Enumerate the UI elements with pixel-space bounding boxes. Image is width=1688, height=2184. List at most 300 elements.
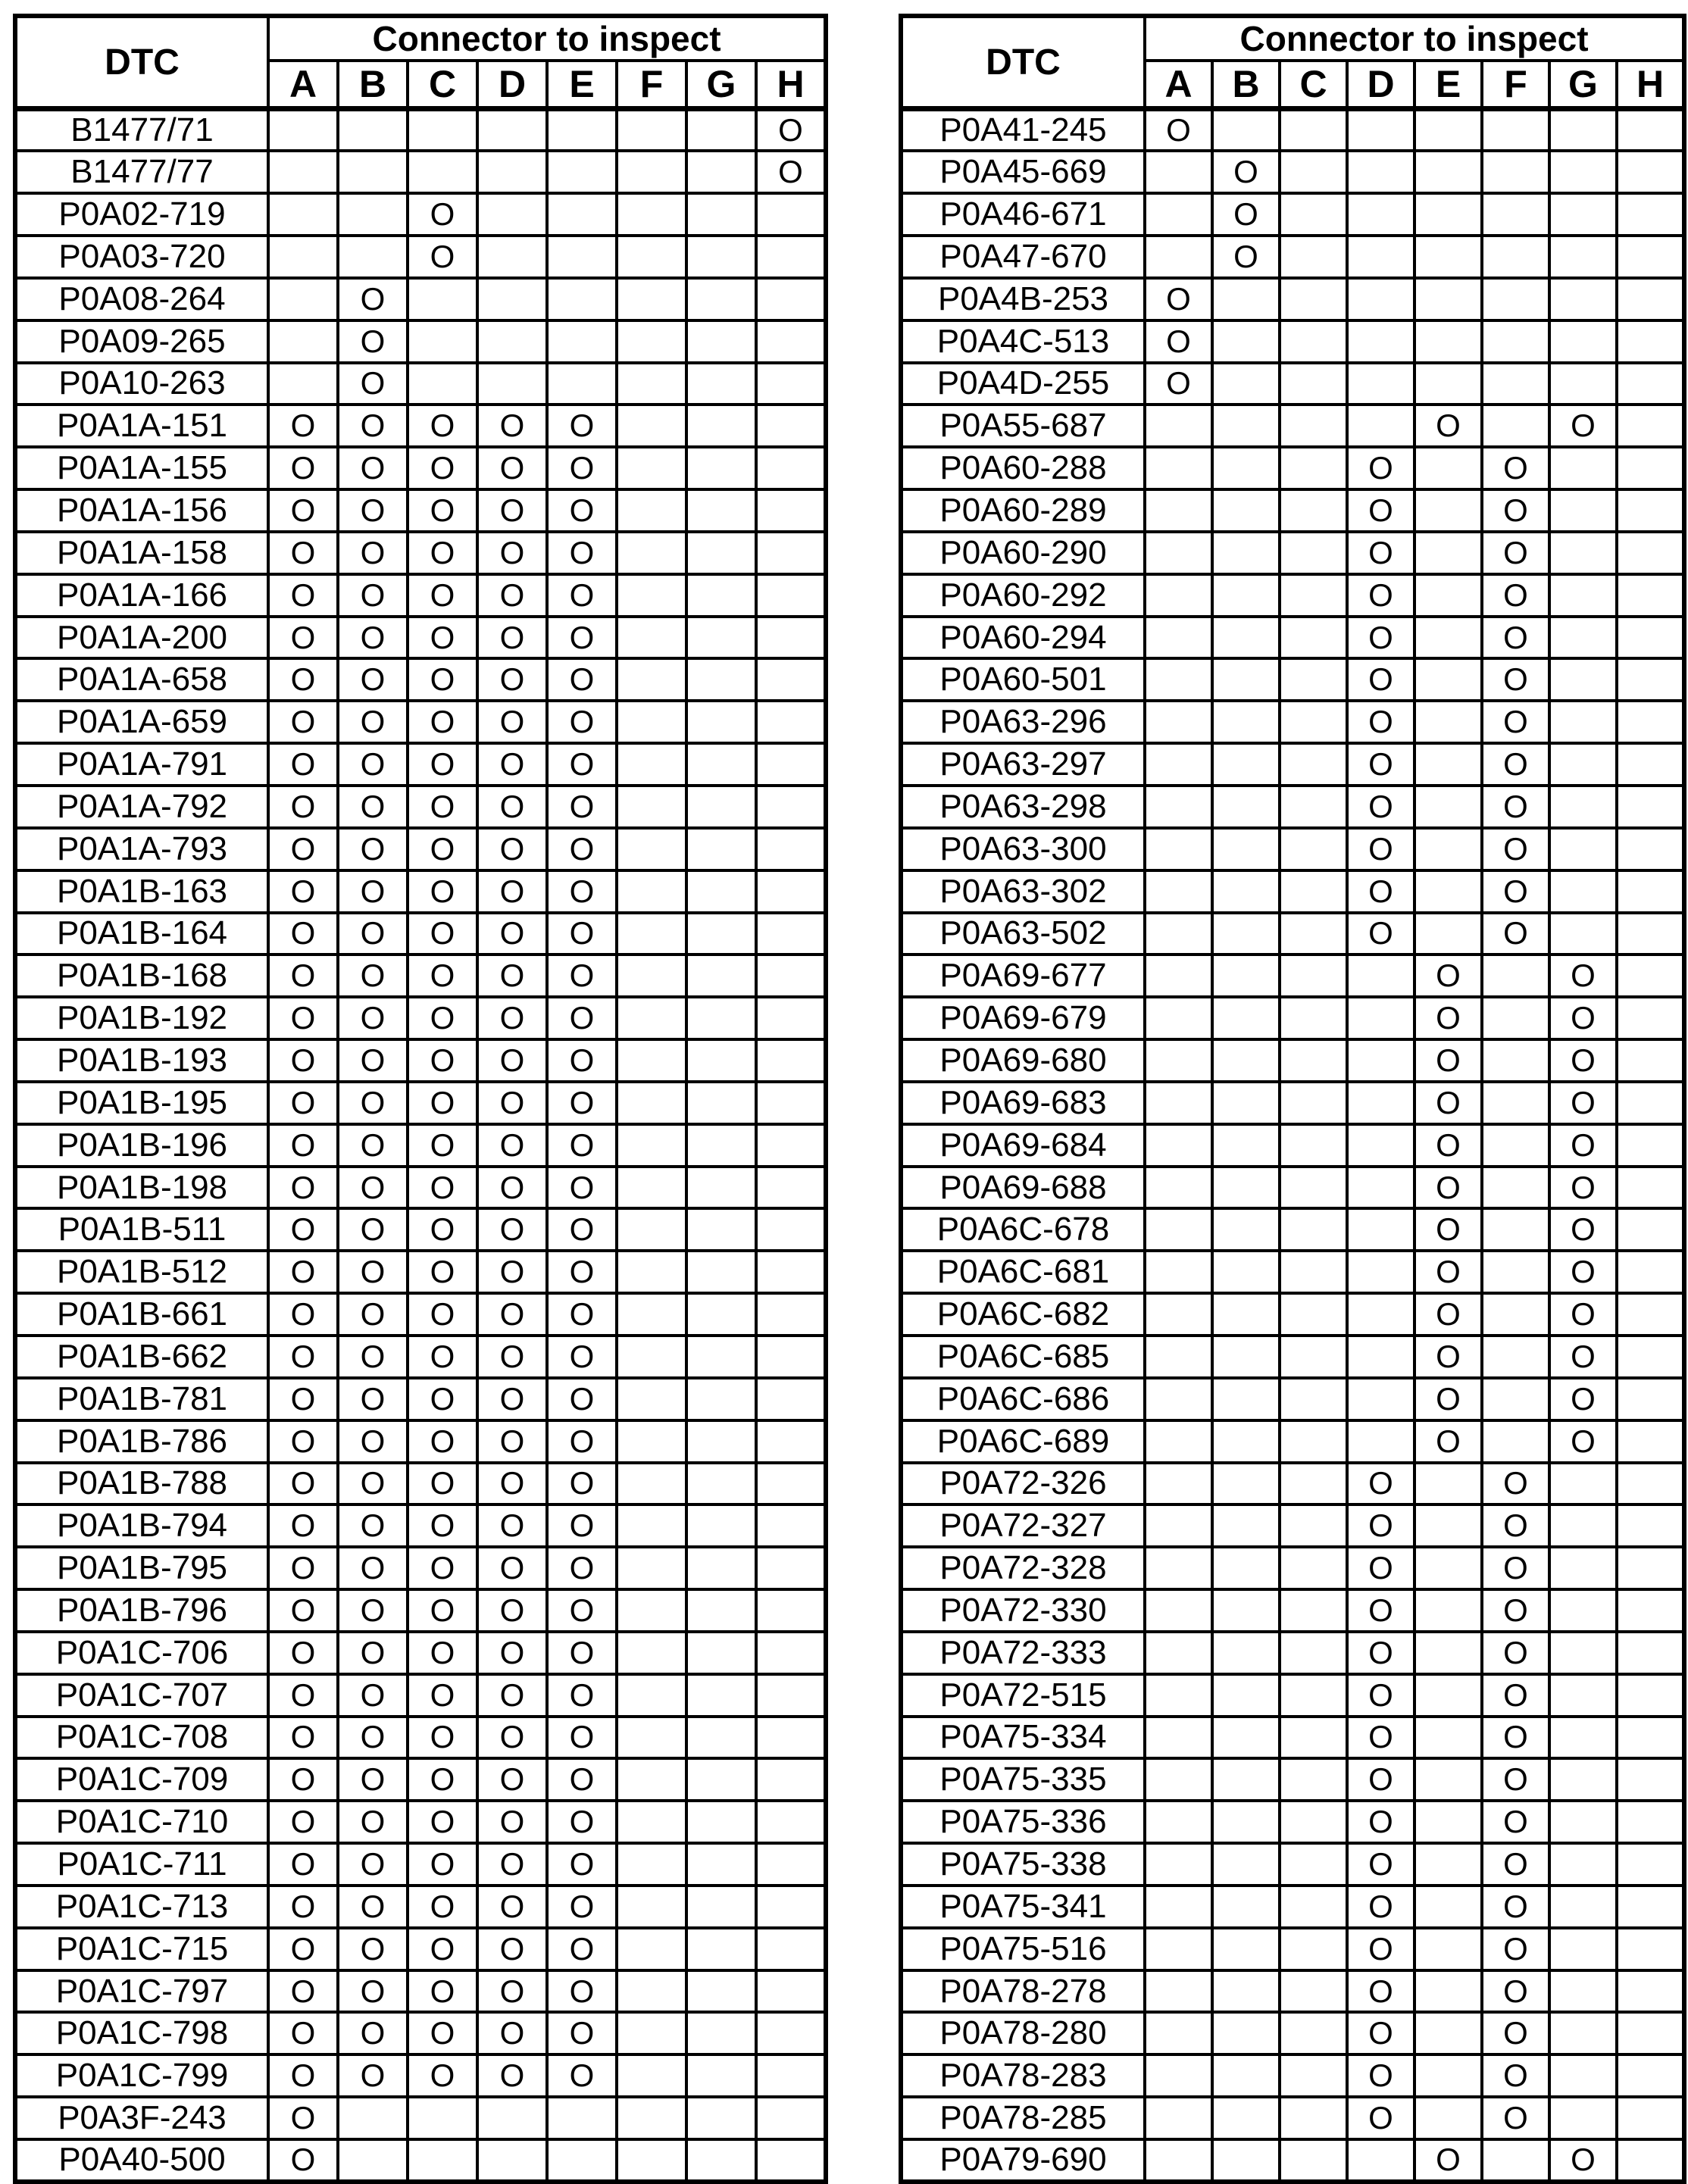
connector-cell-D <box>1347 1082 1414 1124</box>
connector-cell-F: O <box>1482 1504 1549 1547</box>
connector-cell-E: O <box>1414 1420 1482 1463</box>
connector-cell-F <box>1482 193 1549 236</box>
connector-cell-F <box>1482 1124 1549 1167</box>
connector-cell-E: O <box>547 701 617 743</box>
connector-cell-A: O <box>268 1801 338 1843</box>
connector-cell-F: O <box>1482 1674 1549 1717</box>
connector-cell-H <box>756 701 826 743</box>
connector-cell-E <box>1414 1504 1482 1547</box>
connector-cell-G <box>686 701 756 743</box>
connector-cell-B: O <box>338 1674 408 1717</box>
dtc-cell: P0A1C-713 <box>15 1886 268 1928</box>
connector-cell-G <box>686 1251 756 1293</box>
connector-cell-G <box>1549 2097 1617 2139</box>
connector-cell-H <box>756 2054 826 2097</box>
connector-cell-B: O <box>338 955 408 997</box>
connector-cell-B <box>1212 1336 1280 1378</box>
dtc-cell: P0A45-669 <box>901 151 1145 193</box>
connector-cell-A <box>1145 658 1212 701</box>
connector-cell-G <box>686 1717 756 1759</box>
connector-cell-G <box>1549 574 1617 617</box>
connector-cell-F: O <box>1482 1632 1549 1674</box>
connector-cell-C: O <box>408 997 477 1039</box>
connector-cell-F <box>617 1589 686 1632</box>
connector-cell-C: O <box>408 574 477 617</box>
connector-cell-A <box>1145 743 1212 786</box>
connector-cell-B: O <box>338 1336 408 1378</box>
connector-cell-D: O <box>477 1463 547 1505</box>
connector-cell-E <box>1414 574 1482 617</box>
table-row <box>901 363 1684 405</box>
connector-cell-G <box>1549 1674 1617 1717</box>
dtc-cell: P0A6C-689 <box>901 1420 1145 1463</box>
connector-cell-B <box>1212 1504 1280 1547</box>
connector-cell-D: O <box>477 1208 547 1251</box>
connector-cell-E <box>1414 109 1482 152</box>
connector-cell-B <box>1212 658 1280 701</box>
connector-cell-A <box>1145 2097 1212 2139</box>
table-row <box>901 913 1684 955</box>
connector-cell-F <box>617 1632 686 1674</box>
dtc-cell: P0A1B-193 <box>15 1039 268 1082</box>
connector-cell-B: O <box>338 870 408 913</box>
column-header-B: B <box>338 61 408 109</box>
connector-cell-D: O <box>477 913 547 955</box>
connector-cell-F <box>617 1293 686 1336</box>
connector-cell-C: O <box>408 1039 477 1082</box>
connector-cell-H <box>1617 658 1684 701</box>
connector-cell-F <box>617 1758 686 1801</box>
connector-cell-A <box>1145 1886 1212 1928</box>
table-row <box>15 701 826 743</box>
connector-cell-F: O <box>1482 913 1549 955</box>
connector-cell-F: O <box>1482 617 1549 659</box>
connector-cell-C <box>408 2097 477 2139</box>
table-row <box>15 997 826 1039</box>
connector-cell-A: O <box>268 1717 338 1759</box>
connector-cell-E <box>1414 2012 1482 2054</box>
connector-cell-H <box>1617 955 1684 997</box>
connector-cell-B <box>1212 1547 1280 1589</box>
connector-cell-F <box>617 997 686 1039</box>
connector-cell-B: O <box>338 617 408 659</box>
connector-cell-G <box>686 1589 756 1632</box>
dtc-cell: P0A1B-661 <box>15 1293 268 1336</box>
connector-cell-E: O <box>547 828 617 870</box>
connector-cell-G: O <box>1549 1420 1617 1463</box>
table-row <box>901 2054 1684 2097</box>
connector-cell-F: O <box>1482 1886 1549 1928</box>
dtc-cell: P0A02-719 <box>15 193 268 236</box>
connector-cell-F <box>617 1547 686 1589</box>
connector-cell-A: O <box>268 828 338 870</box>
dtc-cell: P0A1C-797 <box>15 1970 268 2013</box>
connector-cell-A <box>1145 236 1212 278</box>
connector-cell-A: O <box>268 997 338 1039</box>
connector-cell-C: O <box>408 1886 477 1928</box>
connector-cell-F <box>1482 997 1549 1039</box>
connector-cell-C <box>1280 193 1347 236</box>
connector-cell-H <box>1617 1970 1684 2013</box>
connector-cell-H <box>756 1420 826 1463</box>
connector-cell-A: O <box>268 1589 338 1632</box>
connector-cell-D <box>477 278 547 320</box>
connector-cell-E: O <box>1414 1124 1482 1167</box>
connector-cell-E <box>1414 320 1482 363</box>
column-header-D: D <box>477 61 547 109</box>
table-row <box>15 320 826 363</box>
connector-cell-H <box>1617 1293 1684 1336</box>
connector-cell-C <box>1280 1717 1347 1759</box>
table-row <box>901 955 1684 997</box>
dtc-cell: P0A60-290 <box>901 532 1145 574</box>
connector-cell-F <box>617 2012 686 2054</box>
connector-cell-A <box>1145 405 1212 447</box>
connector-cell-G <box>686 1082 756 1124</box>
connector-cell-G <box>686 1039 756 1082</box>
connector-cell-C: O <box>408 1167 477 1209</box>
connector-cell-H <box>756 1547 826 1589</box>
connector-cell-C <box>1280 1082 1347 1124</box>
connector-cell-G <box>686 109 756 152</box>
dtc-cell: P0A78-278 <box>901 1970 1145 2013</box>
connector-cell-H <box>756 1378 826 1420</box>
dtc-cell: P0A1B-512 <box>15 1251 268 1293</box>
connector-cell-E: O <box>547 1504 617 1547</box>
connector-cell-B: O <box>338 1801 408 1843</box>
connector-cell-A <box>1145 1082 1212 1124</box>
connector-cell-F <box>617 1082 686 1124</box>
connector-cell-E <box>1414 193 1482 236</box>
table-row <box>901 1547 1684 1589</box>
connector-cell-C: O <box>408 1801 477 1843</box>
connector-cell-B: O <box>1212 236 1280 278</box>
connector-cell-A <box>1145 193 1212 236</box>
connector-cell-H <box>1617 1717 1684 1759</box>
connector-cell-E: O <box>547 447 617 489</box>
connector-cell-B <box>1212 109 1280 152</box>
connector-cell-C: O <box>408 193 477 236</box>
connector-cell-D <box>477 109 547 152</box>
connector-cell-C: O <box>408 1293 477 1336</box>
connector-cell-D: O <box>477 1928 547 1970</box>
connector-cell-C <box>1280 828 1347 870</box>
table-row <box>901 193 1684 236</box>
connector-cell-F <box>1482 1336 1549 1378</box>
connector-cell-E <box>1414 236 1482 278</box>
connector-cell-G <box>686 532 756 574</box>
dtc-cell: P0A1A-156 <box>15 489 268 532</box>
connector-cell-E: O <box>1414 1378 1482 1420</box>
connector-cell-C <box>1280 2139 1347 2182</box>
dtc-cell: P0A1A-791 <box>15 743 268 786</box>
connector-cell-D: O <box>1347 701 1414 743</box>
table-row <box>15 1167 826 1209</box>
connector-cell-F <box>617 1674 686 1717</box>
connector-cell-D <box>477 363 547 405</box>
connector-cell-F: O <box>1482 532 1549 574</box>
table-row <box>15 913 826 955</box>
connector-cell-A: O <box>268 1504 338 1547</box>
dtc-cell: P0A60-294 <box>901 617 1145 659</box>
connector-cell-E: O <box>547 1420 617 1463</box>
connector-cell-F <box>617 1251 686 1293</box>
connector-cell-G: O <box>1549 1124 1617 1167</box>
dtc-cell: P0A10-263 <box>15 363 268 405</box>
connector-cell-C <box>1280 1589 1347 1632</box>
connector-cell-G <box>686 320 756 363</box>
connector-cell-B <box>1212 913 1280 955</box>
connector-cell-H <box>756 193 826 236</box>
dtc-cell: P0A69-677 <box>901 955 1145 997</box>
connector-cell-F <box>617 1801 686 1843</box>
connector-cell-E <box>1414 1717 1482 1759</box>
column-header-G: G <box>1549 61 1617 109</box>
dtc-cell: P0A1B-163 <box>15 870 268 913</box>
dtc-cell: P0A75-336 <box>901 1801 1145 1843</box>
connector-cell-F: O <box>1482 743 1549 786</box>
connector-cell-H <box>1617 109 1684 152</box>
connector-cell-B <box>1212 1378 1280 1420</box>
connector-cell-D: O <box>1347 1589 1414 1632</box>
connector-cell-G <box>1549 1547 1617 1589</box>
connector-cell-G <box>686 870 756 913</box>
dtc-cell: P0A1C-798 <box>15 2012 268 2054</box>
connector-cell-D <box>1347 1208 1414 1251</box>
table-row <box>15 1463 826 1505</box>
dtc-cell: P0A1B-198 <box>15 1167 268 1209</box>
table-row <box>901 405 1684 447</box>
connector-cell-G <box>686 786 756 828</box>
dtc-cell: P0A41-245 <box>901 109 1145 152</box>
connector-cell-E: O <box>547 1674 617 1717</box>
connector-cell-G: O <box>1549 997 1617 1039</box>
connector-cell-B <box>1212 1589 1280 1632</box>
connector-cell-E <box>547 363 617 405</box>
connector-cell-C <box>1280 1208 1347 1251</box>
connector-cell-B <box>1212 1801 1280 1843</box>
connector-cell-F <box>1482 1082 1549 1124</box>
connector-cell-F: O <box>1482 574 1549 617</box>
connector-cell-A: O <box>268 1632 338 1674</box>
connector-cell-E <box>1414 278 1482 320</box>
connector-cell-C: O <box>408 489 477 532</box>
connector-cell-B <box>1212 278 1280 320</box>
table-row <box>901 1886 1684 1928</box>
connector-cell-F: O <box>1482 870 1549 913</box>
connector-cell-H <box>1617 1674 1684 1717</box>
connector-cell-B <box>1212 828 1280 870</box>
connector-cell-D: O <box>1347 1504 1414 1547</box>
connector-cell-H <box>1617 743 1684 786</box>
connector-cell-F <box>617 1970 686 2013</box>
connector-cell-A: O <box>268 1336 338 1378</box>
dtc-cell: P0A60-288 <box>901 447 1145 489</box>
connector-cell-C <box>1280 489 1347 532</box>
connector-cell-G <box>686 1547 756 1589</box>
connector-cell-F <box>617 532 686 574</box>
table-row <box>901 1504 1684 1547</box>
connector-cell-B: O <box>338 701 408 743</box>
connector-cell-F <box>617 1208 686 1251</box>
connector-cell-H <box>1617 2054 1684 2097</box>
dtc-cell: P0A72-328 <box>901 1547 1145 1589</box>
dtc-cell: P0A1B-196 <box>15 1124 268 1167</box>
dtc-cell: P0A78-285 <box>901 2097 1145 2139</box>
connector-cell-A <box>1145 1717 1212 1759</box>
connector-cell-H <box>756 1717 826 1759</box>
connector-cell-G: O <box>1549 1167 1617 1209</box>
connector-cell-F: O <box>1482 1463 1549 1505</box>
connector-cell-E: O <box>1414 1293 1482 1336</box>
connector-cell-A <box>1145 1843 1212 1886</box>
connector-cell-C <box>1280 320 1347 363</box>
connector-cell-B <box>338 151 408 193</box>
connector-cell-H <box>1617 447 1684 489</box>
connector-cell-D <box>1347 1251 1414 1293</box>
connector-cell-D: O <box>477 786 547 828</box>
dtc-cell: P0A1B-788 <box>15 1463 268 1505</box>
table-row <box>901 617 1684 659</box>
connector-cell-F <box>617 320 686 363</box>
connector-cell-A: O <box>268 1674 338 1717</box>
connector-cell-B <box>338 2097 408 2139</box>
connector-cell-D: O <box>477 1167 547 1209</box>
connector-cell-D <box>477 236 547 278</box>
connector-cell-C: O <box>408 743 477 786</box>
connector-cell-B <box>338 109 408 152</box>
connector-cell-B <box>1212 743 1280 786</box>
dtc-cell: P0A60-292 <box>901 574 1145 617</box>
connector-cell-E <box>1414 1970 1482 2013</box>
connector-cell-F <box>617 1928 686 1970</box>
connector-cell-D: O <box>477 828 547 870</box>
connector-cell-D <box>1347 236 1414 278</box>
connector-cell-B: O <box>338 1039 408 1082</box>
connector-cell-E <box>547 2097 617 2139</box>
connector-cell-D: O <box>477 870 547 913</box>
dtc-cell: P0A1B-662 <box>15 1336 268 1378</box>
connector-cell-F <box>1482 109 1549 152</box>
dtc-table-right-body <box>901 109 1684 2182</box>
connector-cell-C: O <box>408 658 477 701</box>
connector-cell-F <box>617 870 686 913</box>
connector-cell-G <box>1549 278 1617 320</box>
connector-cell-G <box>686 1632 756 1674</box>
connector-cell-B <box>1212 1717 1280 1759</box>
connector-cell-A: O <box>268 701 338 743</box>
connector-cell-B <box>1212 1843 1280 1886</box>
dtc-cell: P0A4C-513 <box>901 320 1145 363</box>
connector-cell-G <box>1549 1632 1617 1674</box>
connector-cell-B: O <box>338 363 408 405</box>
connector-cell-G <box>686 2139 756 2182</box>
connector-cell-G <box>686 2097 756 2139</box>
connector-cell-B: O <box>338 447 408 489</box>
dtc-cell: P0A75-335 <box>901 1758 1145 1801</box>
connector-cell-H <box>1617 1124 1684 1167</box>
connector-cell-A <box>268 151 338 193</box>
connector-cell-H <box>756 2012 826 2054</box>
connector-cell-H <box>1617 701 1684 743</box>
connector-cell-D: O <box>477 1504 547 1547</box>
connector-cell-E: O <box>547 1589 617 1632</box>
table-row <box>901 1039 1684 1082</box>
table-row <box>901 1801 1684 1843</box>
connector-cell-D: O <box>477 1124 547 1167</box>
header-row-top <box>901 16 1684 61</box>
connector-cell-A: O <box>268 1843 338 1886</box>
connector-cell-D <box>477 193 547 236</box>
connector-cell-A <box>1145 1167 1212 1209</box>
connector-cell-F: O <box>1482 1801 1549 1843</box>
connector-cell-E <box>547 320 617 363</box>
table-row <box>15 1843 826 1886</box>
connector-cell-D <box>1347 1167 1414 1209</box>
connector-cell-C: O <box>408 1378 477 1420</box>
dtc-column-header: DTC <box>901 16 1145 109</box>
connector-cell-H <box>1617 1336 1684 1378</box>
connector-cell-E: O <box>547 786 617 828</box>
connector-cell-H <box>756 2097 826 2139</box>
connector-cell-C <box>1280 2097 1347 2139</box>
connector-cell-C: O <box>408 955 477 997</box>
connector-cell-H <box>756 278 826 320</box>
column-header-B: B <box>1212 61 1280 109</box>
connector-cell-H <box>1617 997 1684 1039</box>
connector-cell-E <box>1414 2054 1482 2097</box>
connector-cell-H <box>1617 870 1684 913</box>
connector-cell-A: O <box>1145 320 1212 363</box>
table-row <box>15 151 826 193</box>
connector-cell-G <box>686 997 756 1039</box>
connector-cell-G <box>686 1124 756 1167</box>
connector-cell-F <box>1482 1378 1549 1420</box>
connector-cell-D: O <box>1347 1674 1414 1717</box>
table-row <box>15 1082 826 1124</box>
dtc-cell: P0A1B-168 <box>15 955 268 997</box>
connector-cell-G <box>686 1167 756 1209</box>
connector-cell-H <box>1617 2012 1684 2054</box>
connector-cell-H <box>756 786 826 828</box>
dtc-cell: P0A6C-678 <box>901 1208 1145 1251</box>
connector-cell-A: O <box>268 617 338 659</box>
connector-cell-G <box>686 828 756 870</box>
connector-cell-G: O <box>1549 1251 1617 1293</box>
table-row <box>901 320 1684 363</box>
connector-cell-A: O <box>268 405 338 447</box>
connector-cell-A <box>1145 1970 1212 2013</box>
connector-cell-H <box>756 1928 826 1970</box>
dtc-cell: P0A1C-799 <box>15 2054 268 2097</box>
connector-cell-G <box>686 1674 756 1717</box>
table-row <box>901 701 1684 743</box>
connector-cell-B: O <box>338 489 408 532</box>
connector-cell-C <box>1280 1420 1347 1463</box>
connector-cell-G <box>1549 1886 1617 1928</box>
connector-cell-C <box>1280 447 1347 489</box>
dtc-cell: P0A1A-793 <box>15 828 268 870</box>
connector-cell-G <box>1549 1928 1617 1970</box>
connector-cell-E: O <box>547 1970 617 2013</box>
connector-cell-C <box>408 2139 477 2182</box>
table-row <box>901 109 1684 152</box>
connector-cell-G <box>686 1293 756 1336</box>
dtc-cell: P0A1A-200 <box>15 617 268 659</box>
connector-cell-D: O <box>477 658 547 701</box>
connector-cell-H <box>1617 1547 1684 1589</box>
table-row <box>15 447 826 489</box>
